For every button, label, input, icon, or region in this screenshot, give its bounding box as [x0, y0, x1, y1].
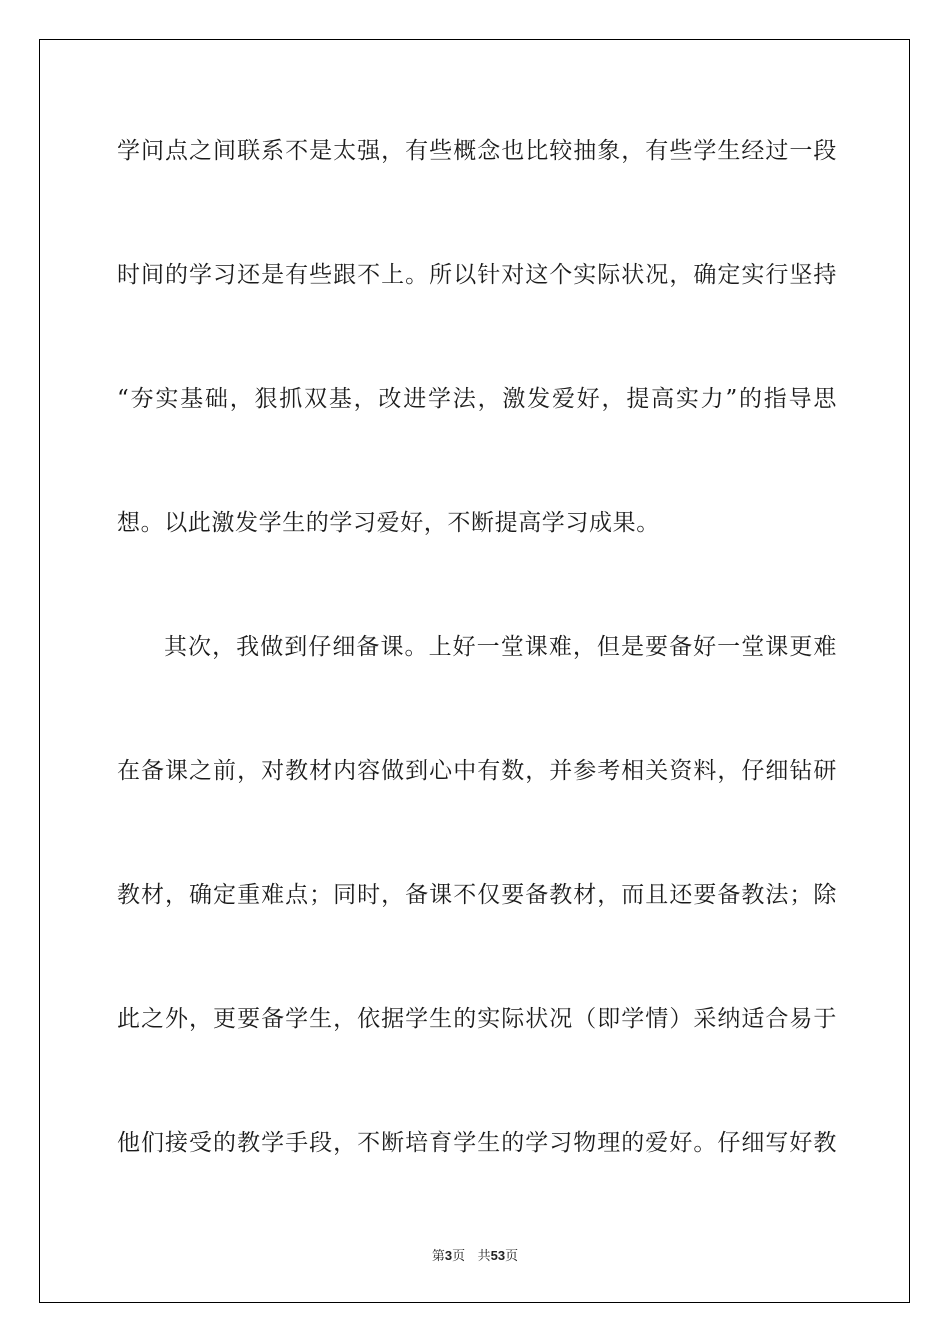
total-suffix: 页 — [505, 1249, 519, 1264]
paragraph-line: 他们接受的教学手段，不断培育学生的学习物理的爱好。仔细写好教 — [117, 1130, 837, 1156]
page-number: 3 — [444, 1248, 453, 1263]
paragraph-line: 时间的学习还是有些跟不上。所以针对这个实际状况，确定实行坚持 — [117, 262, 837, 288]
page-suffix: 页 — [452, 1249, 466, 1264]
paragraph-line: 教材，确定重难点；同时，备课不仅要备教材，而且还要备教法；除 — [117, 882, 837, 908]
page-border — [39, 39, 910, 1303]
page-prefix: 第 — [431, 1249, 445, 1264]
paragraph-line: 其次，我做到仔细备课。上好一堂课难，但是要备好一堂课更难 — [164, 634, 837, 660]
paragraph-line: 此之外，更要备学生，依据学生的实际状况（即学情）采纳适合易于 — [117, 1006, 837, 1032]
total-prefix: 共 — [477, 1249, 491, 1264]
paragraph-line: 在备课之前，对教材内容做到心中有数，并参考相关资料，仔细钻研 — [117, 758, 837, 784]
paragraph-line: 学问点之间联系不是太强，有些概念也比较抽象，有些学生经过一段 — [117, 138, 837, 164]
total-pages: 53 — [490, 1248, 506, 1263]
paragraph-line: “夯实基础，狠抓双基，改进学法，激发爱好，提高实力”的指导思 — [117, 386, 837, 412]
page-footer — [0, 1248, 950, 1265]
paragraph-line: 想。以此激发学生的学习爱好，不断提高学习成果。 — [117, 510, 660, 536]
